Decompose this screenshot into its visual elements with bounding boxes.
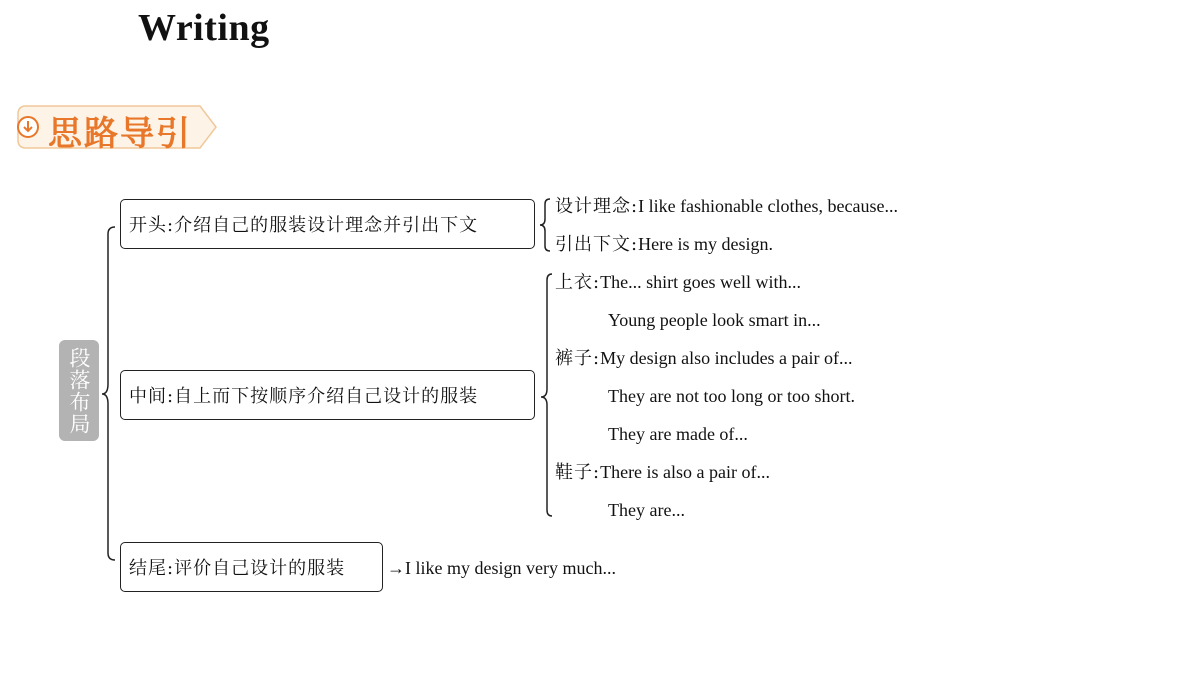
ending-box: 结尾:评价自己设计的服装	[120, 542, 383, 592]
line-text: Young people look smart in...	[608, 310, 821, 330]
middle-line	[608, 423, 748, 445]
line-text: There is also a pair of...	[600, 462, 771, 482]
page-title: Writing	[138, 7, 270, 49]
middle-line	[555, 461, 770, 484]
opening-box: 开头:介绍自己的服装设计理念并引出下文	[120, 199, 535, 249]
line-text: I like fashionable clothes, because...	[638, 196, 898, 216]
banner-title: 思路导引	[48, 114, 192, 154]
line-label: 引出下文:	[555, 234, 639, 255]
opening-line	[555, 233, 773, 256]
side-label-text: 段落布局	[67, 346, 91, 435]
middle-line	[608, 309, 821, 331]
line-label: 设计理念:	[555, 196, 639, 217]
ending-line: →I like my design very much...	[387, 558, 616, 578]
middle-line	[608, 499, 685, 521]
opening-line	[555, 195, 898, 218]
line-text: They are not too long or too short.	[608, 386, 855, 406]
line-label: 鞋子:	[555, 462, 601, 483]
line-label: 裤子:	[555, 348, 601, 369]
line-text: The... shirt goes well with...	[600, 272, 802, 292]
middle-box: 中间:自上而下按顺序介绍自己设计的服装	[120, 370, 535, 420]
line-text: Here is my design.	[638, 234, 774, 254]
line-text: They are made of...	[608, 424, 748, 444]
line-text: My design also includes a pair of...	[600, 348, 853, 368]
line-text: They are...	[608, 500, 685, 520]
middle-line	[608, 385, 855, 407]
middle-line	[555, 271, 801, 294]
middle-line	[555, 347, 853, 370]
line-label: 上衣:	[555, 272, 601, 293]
